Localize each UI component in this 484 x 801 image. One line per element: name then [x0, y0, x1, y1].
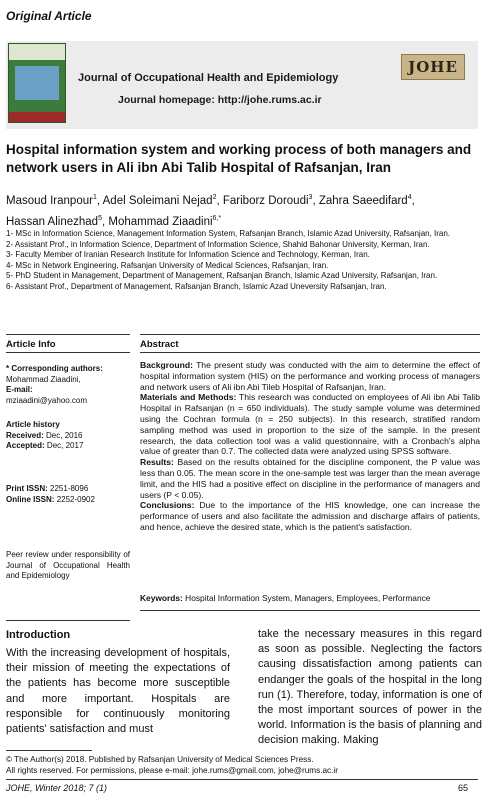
authors-line-1: Masoud Iranpour$^1$, Adel Soleimani Nejad$^2$, Fariborz Doroudi$^3$, Zahra Saeedifard$^4$, [6, 194, 415, 207]
methods-label: Materials and Methods: [140, 392, 237, 403]
methods-text: This research was conducted on employees of Ali ibn Abi Talib Hospital in Rafsanjan (n = 650 individuals). The study sample volume was determined using the Cochran formula (n = 250 subjects). In this research, stratified random sampling method was used in proportion to the size of the sample. In the present research, the data collection tool was a valid questionnaire, with a Cronbach's alpha value of greater than 0.7. The collected data were analyzed using SPSS software. [140, 392, 480, 457]
footer-rule [6, 779, 478, 780]
results-text: Based on the results obtained for the discipline component, the P value was less than 0.05. The mean score in the one-sample test was larger than the mean average limit, and the HIS had a positive effect on discipline in the performance of managers and users (P < 0.05). [140, 457, 481, 500]
article-info-heading: Article Info [6, 339, 56, 350]
author-name: Fariborz Doroudi [222, 194, 309, 207]
peer-review-note: Peer review under responsibility of Journal of Occupational Health and Epidemiology [6, 550, 130, 580]
affiliation-item: 6- Assistant Prof., Department of Management, Rafsanjan Branch, Islamic Azad Uneversity Rafsanjan, Iran. [6, 281, 387, 291]
body-column-left: With the increasing development of hospitals, their mission of meeting the expectations of the patients has become more susceptible and more important. Hospitals are responsible for continuously monitoring patients' satisfaction and must [6, 647, 230, 736]
page-number: 65 [458, 783, 469, 793]
accepted-label: Accepted: [6, 441, 45, 450]
journal-citation: JOHE, Winter 2018; 7 (1) [6, 783, 107, 793]
conclusions-text: Due to the importance of the HIS knowledge, one can increase the performance of users and also facilitate the admission and discharge affairs of patients, and hence, achieve the desired state, which is the patient's satisfaction. [140, 500, 480, 532]
divider [140, 610, 480, 611]
received-label: Received: [6, 430, 44, 440]
footnote-rule [6, 750, 92, 751]
divider [140, 334, 480, 335]
keywords [140, 593, 480, 603]
abstract-body [140, 360, 480, 533]
author-name: Masoud Iranpour [6, 194, 93, 207]
divider [6, 352, 130, 353]
copyright-line: © The Author(s) 2018. Published by Rafsanjan University of Medical Sciences Press. [6, 755, 314, 764]
affiliation-item: 3- Faculty Member of Iranian Research Institute for Information Science and Technology, Kerman, Iran. [6, 250, 370, 259]
divider [6, 620, 130, 621]
author-list [6, 189, 478, 231]
authors-line-2: Hassan Alinezhad$^5$, Mohammad Ziaadini$^{6,*}$ [6, 214, 222, 228]
journal-homepage[interactable]: Journal homepage: http://johe.rums.ac.ir [118, 94, 322, 106]
background-label: Background: [140, 360, 193, 370]
affiliation-item: 4- MSc in Network Engineering, Rafsanjan University of Medical Sciences, Rafsanjan, Iran. [6, 260, 329, 270]
affiliation-item: 2- Assistant Prof., in Information Science, Department of Information Science, Shahid Bahonar University, Kerman, Iran. [6, 239, 430, 249]
article-history [6, 420, 130, 452]
article-type: Original Article [6, 9, 92, 23]
divider [140, 352, 480, 353]
rights-line: All rights reserved. For permissions, please e-mail: johe.rums@gmail.com, johe@rums.ac.ir [6, 766, 338, 775]
author-affil-sup: 2 [212, 194, 217, 201]
history-label: Article history [6, 420, 60, 429]
issn-block [6, 484, 130, 505]
conclusions-label: Conclusions: [140, 500, 195, 511]
corr-label: * Corresponding authors: [6, 364, 103, 373]
author-name: Zahra Saeedifard [318, 194, 408, 207]
keywords-text: Hospital Information System, Managers, Employees, Performance [185, 593, 431, 603]
divider [6, 334, 130, 335]
journal-title: Journal of Occupational Health and Epidemiology [78, 72, 339, 84]
online-issn-label: Online ISSN: [6, 494, 55, 504]
keywords-label: Keywords: [140, 593, 183, 603]
author-name: Mohammad Ziaadini [108, 215, 213, 228]
online-issn: 2252-0902 [56, 494, 95, 504]
affiliation-item: 1- MSc in Information Science, Management Information System, Rafsanjan Branch, Islamic Azad University, Rafsanjan, Iran. [6, 229, 451, 238]
author-affil-sup: 6,* [212, 214, 222, 222]
journal-logo: JOHE [401, 54, 465, 80]
corr-email[interactable]: mziaadini@yahoo.com [6, 395, 88, 405]
author-affil-sup: 5 [98, 214, 102, 222]
author-affil-sup: 1 [92, 194, 97, 201]
author-name: Hassan Alinezhad [6, 215, 99, 228]
article-title: Hospital information system and working process of both managers and network users in Ali ibn Abi Talib Hospital of Rafsanjan, Iran [6, 142, 472, 175]
author-name: Adel Soleimani Nejad [102, 194, 213, 207]
print-issn-label: Print ISSN: [6, 484, 48, 493]
received-date: Dec, 2016 [46, 430, 83, 440]
background-text: The present study was conducted with the aim to determine the effect of hospital information system (HIS) on the performance and working process of managers and network users of Ali ibn Abi Tileb Hospital of Rafsanjan, Iran. [140, 360, 480, 392]
corresponding-author [6, 364, 130, 406]
email-label: E-mail: [6, 385, 33, 394]
print-issn: 2251-8096 [50, 484, 89, 493]
journal-cover-image [8, 43, 66, 123]
affiliation-item: 5- PhD Student in Management, Department of Management, Rafsanjan Branch, Islamic Azad University, Rafsanjan, Iran. [6, 271, 438, 280]
author-affil-sup: 4 [407, 194, 412, 201]
abstract-heading: Abstract [140, 339, 179, 350]
affiliations [6, 229, 478, 292]
results-label: Results: [140, 457, 174, 468]
copyright-notice [6, 754, 338, 776]
corr-name: Mohammad Ziaadini, [6, 374, 81, 384]
accepted-date: Dec, 2017 [46, 441, 84, 450]
author-affil-sup: 3 [308, 194, 313, 201]
introduction-heading: Introduction [6, 629, 71, 641]
body-column-right: take the necessary measures in this regard as soon as possible. Neglecting the factors causing dissatisfaction among patients can endanger the goals of the hospital in the long run (1). Therefore, today, information is one of the most important sources of power in the world. Information is the basis of planning and decision making. Making [258, 628, 482, 747]
